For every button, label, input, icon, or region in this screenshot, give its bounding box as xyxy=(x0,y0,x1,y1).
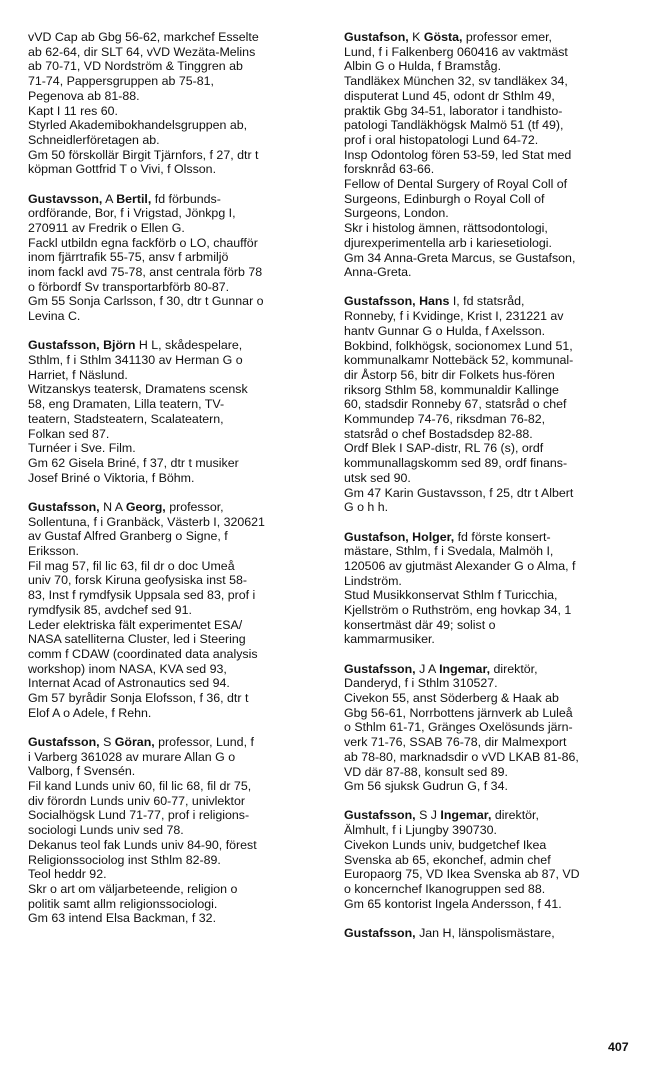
entry-line xyxy=(28,808,326,823)
entry-line xyxy=(28,338,326,353)
entry-surname: Gustafsson, xyxy=(28,499,100,514)
entry-line xyxy=(28,412,326,427)
entry-line xyxy=(344,735,642,750)
entry-text: VD där 87-88, konsult sed 89. xyxy=(344,764,508,779)
entry-text: 58, eng Dramaten, Lilla teatern, TV- xyxy=(28,397,225,412)
entry-text: Leder elektriska fält experimentet ESA/ xyxy=(28,617,243,632)
entry-initials: K xyxy=(412,30,421,44)
left-column xyxy=(28,30,326,941)
entry-line xyxy=(344,118,642,133)
entry-line xyxy=(344,397,642,412)
entry-surname: Gustafson, xyxy=(344,30,409,44)
entry-text: ordförande, Bor, f i Vrigstad, Jönkpg I, xyxy=(28,206,236,221)
entry-line xyxy=(344,779,642,794)
entry-initials: N A xyxy=(103,499,123,514)
entry-text: I, fd statsråd, xyxy=(449,294,525,309)
entry-text: Eriksson. xyxy=(28,544,79,558)
entry-text: Religionssociolog inst Sthlm 82-89. xyxy=(28,852,221,867)
entry-line xyxy=(28,45,326,60)
entry-text: Gm 63 intend Elsa Backman, f 32. xyxy=(28,911,217,926)
entry-line xyxy=(344,559,642,574)
entry-text: Sthlm, f i Sthlm 341130 av Herman G o xyxy=(28,353,243,368)
entry-line xyxy=(28,74,326,89)
entry-line xyxy=(344,838,642,853)
entry-text: djurexperimentella arb i kariesetiologi. xyxy=(344,235,552,250)
entry-line xyxy=(28,647,326,662)
entry-given-name: Holger, xyxy=(412,529,455,544)
entry-text: Gm 65 kontorist Ingela Andersson, f 41. xyxy=(344,896,562,911)
entry-text: 60, stadsdir Ronneby 67, statsråd o chef xyxy=(344,397,567,412)
entry-text: Kjellström o Ruthström, eng hovkap 34, 1 xyxy=(344,603,572,618)
entry-line xyxy=(344,486,642,501)
entry-line xyxy=(28,250,326,265)
biography-entry xyxy=(28,735,326,926)
entry-text: Sollentuna, f i Granbäck, Västerb I, 320621 xyxy=(28,514,265,529)
entry-text: professor emer, xyxy=(462,30,552,44)
entry-text: Bokbind, folkhögsk, socionomex Lund 51, xyxy=(344,338,573,353)
entry-text: o Sthlm 61-71, Gränges Oxelösunds järn- xyxy=(344,720,573,735)
entry-surname: Gustafsson, xyxy=(344,294,416,309)
entry-line xyxy=(344,309,642,324)
entry-line xyxy=(28,573,326,588)
entry-line xyxy=(344,750,642,765)
entry-text: Surgeons, London. xyxy=(344,206,449,221)
entry-text: Lund, f i Falkenberg 060416 av vaktmäst xyxy=(344,44,568,59)
entry-text: Gm 56 sjuksk Gudrun G, f 34. xyxy=(344,779,508,794)
entry-line xyxy=(28,603,326,618)
entry-line xyxy=(28,882,326,897)
entry-line xyxy=(344,441,642,456)
entry-surname: Gustafson, xyxy=(344,529,409,544)
entry-line xyxy=(28,206,326,221)
entry-line xyxy=(28,632,326,647)
entry-initials: Jan xyxy=(419,925,440,940)
entry-line xyxy=(344,588,642,603)
biography-entry xyxy=(344,926,642,941)
entry-text: vVD Cap ab Gbg 56-62, markchef Esselte xyxy=(28,30,259,44)
entry-text: Socialhögsk Lund 71-77, prof i religions- xyxy=(28,808,250,823)
entry-text: Skr i histolog ämnen, rättsodontologi, xyxy=(344,221,548,236)
entry-text: Josef Briné o Viktoria, f Böhm. xyxy=(28,470,195,485)
entry-line xyxy=(344,294,642,309)
entry-line xyxy=(344,412,642,427)
entry-given-name: Ingemar, xyxy=(439,661,491,676)
entry-text: Tandläkex München 32, sv tandläkex 34, xyxy=(344,74,568,89)
entry-line xyxy=(28,265,326,280)
entry-text: Schneidlerföretagen ab. xyxy=(28,132,160,147)
entry-text: konsertmäst där 49; solist o xyxy=(344,617,496,632)
entry-text: Danderyd, f i Sthlm 310527. xyxy=(344,676,498,691)
entry-line xyxy=(344,500,642,515)
entry-text: 71-74, Pappersgruppen ab 75-81, xyxy=(28,74,214,89)
entry-line xyxy=(28,867,326,882)
entry-line xyxy=(344,471,642,486)
entry-line xyxy=(28,471,326,486)
entry-line xyxy=(344,104,642,119)
entry-line xyxy=(28,368,326,383)
entry-line xyxy=(344,368,642,383)
entry-line xyxy=(28,911,326,926)
entry-line xyxy=(28,382,326,397)
entry-text: prof i oral histopatologi Lund 64-72. xyxy=(344,132,539,147)
entry-text: o förbordf Sv transportarbförb 80-87. xyxy=(28,279,230,294)
entry-text: Fackl utbildn egna fackförb o LO, chaufför xyxy=(28,235,258,250)
entry-text: praktik Gbg 34-51, laborator i tandhisto- xyxy=(344,103,563,118)
entry-line xyxy=(344,89,642,104)
entry-text: forsknråd 63-66. xyxy=(344,162,435,177)
entry-text: Folkan sed 87. xyxy=(28,426,110,441)
entry-text: o koncernchef Ikanogruppen sed 88. xyxy=(344,881,546,896)
entry-line xyxy=(28,676,326,691)
entry-text: Stud Musikkonservat Sthlm f Turicchia, xyxy=(344,588,558,603)
right-column xyxy=(344,30,642,955)
entry-line xyxy=(344,45,642,60)
entry-text: kommunalkamr Nottebäck 52, kommunal- xyxy=(344,353,574,368)
entry-text: inom fjärrtrafik 55-75, ansv f arbmiljö xyxy=(28,250,229,265)
entry-surname: Gustafsson, xyxy=(344,808,416,823)
entry-line xyxy=(28,735,326,750)
biography-entry xyxy=(28,30,326,177)
entry-text: Skr o art om väljarbeteende, religion o xyxy=(28,881,238,896)
entry-text: H L, skådespelare, xyxy=(135,338,243,353)
entry-line xyxy=(28,559,326,574)
entry-text: Gm 47 Karin Gustavsson, f 25, dtr t Albert xyxy=(344,485,574,500)
entry-line xyxy=(28,280,326,295)
entry-text: comm f CDAW (coordinated data analysis xyxy=(28,646,258,661)
entry-text: Fellow of Dental Surgery of Royal Coll of xyxy=(344,177,568,192)
entry-line xyxy=(344,720,642,735)
entry-text: 120506 av gjutmäst Alexander G o Alma, f xyxy=(344,558,576,573)
entry-text: köpman Gottfrid T o Vivi, f Olsson. xyxy=(28,162,217,177)
entry-line xyxy=(28,500,326,515)
entry-line xyxy=(28,148,326,163)
entry-text: univ 70, forsk Kiruna geofysiska inst 58- xyxy=(28,573,248,588)
entry-text: verk 71-76, SSAB 76-78, dir Malmexport xyxy=(344,735,567,750)
entry-line xyxy=(28,838,326,853)
entry-line xyxy=(344,324,642,339)
biography-entry xyxy=(28,192,326,324)
entry-line xyxy=(344,236,642,251)
entry-line xyxy=(28,529,326,544)
entry-text: politik samt allm religionssociologi. xyxy=(28,896,218,911)
entry-text: Valborg, f Svensén. xyxy=(28,764,136,779)
entry-text: Lindström. xyxy=(344,573,402,588)
entry-text: kommunallagskomm sed 89, ordf finans- xyxy=(344,456,568,471)
entry-text: statsråd o chef Bostadsdep 82-88. xyxy=(344,426,533,441)
entry-line xyxy=(28,764,326,779)
entry-line xyxy=(344,162,642,177)
entry-text: Harriet, f Näslund. xyxy=(28,367,128,382)
entry-text: ab 70-71, VD Nordström & Tinggren ab xyxy=(28,59,243,74)
entry-initials: A xyxy=(105,191,113,206)
entry-line xyxy=(344,618,642,633)
biography-entry xyxy=(28,338,326,485)
entry-text: direktör, xyxy=(491,808,539,823)
entry-line xyxy=(28,779,326,794)
entry-line xyxy=(344,265,642,280)
entry-text: Gm 62 Gisela Briné, f 37, dtr t musiker xyxy=(28,455,239,470)
entry-text: 83, Inst f rymdfysik Uppsala sed 83, prof i xyxy=(28,588,256,603)
entry-text: Insp Odontolog fören 53-59, led Stat med xyxy=(344,147,572,162)
entry-text: utsk sed 90. xyxy=(344,470,411,485)
entry-text: G o h h. xyxy=(344,500,389,515)
entry-text: fd förste konsert- xyxy=(454,529,551,544)
entry-line xyxy=(344,148,642,163)
entry-line xyxy=(344,823,642,838)
entry-surname: Gustafsson, xyxy=(344,925,416,940)
entry-line xyxy=(344,530,642,545)
entry-line xyxy=(28,118,326,133)
entry-text: Styrled Akademibokhandelsgruppen ab, xyxy=(28,118,248,133)
entry-line xyxy=(344,926,642,941)
entry-surname: Gustafsson, xyxy=(344,661,416,676)
entry-text: 270911 av Fredrik o Ellen G. xyxy=(28,220,185,235)
entry-text: av Gustaf Alfred Granberg o Signe, f xyxy=(28,529,228,544)
entry-initials: S J xyxy=(419,808,437,823)
entry-given-name: Georg, xyxy=(125,499,166,514)
entry-text: Civekon Lunds univ, budgetchef Ikea xyxy=(344,837,547,852)
entry-line xyxy=(28,441,326,456)
entry-text: hantv Gunnar G o Hulda, f Axelsson. xyxy=(344,323,546,338)
entry-line xyxy=(28,192,326,207)
entry-line xyxy=(344,808,642,823)
entry-line xyxy=(28,353,326,368)
entry-text: Gm 55 Sonja Carlsson, f 30, dtr t Gunnar o xyxy=(28,294,264,309)
entry-given-name: Göran, xyxy=(114,734,155,749)
biography-entry xyxy=(344,662,642,794)
entry-text: riksorg Sthlm 58, kommunaldir Kallinge xyxy=(344,382,559,397)
entry-text: direktör, xyxy=(490,661,538,676)
entry-line xyxy=(344,30,642,45)
entry-surname: Gustavsson, xyxy=(28,191,103,206)
entry-text: Teol heddr 92. xyxy=(28,867,107,882)
entry-line xyxy=(344,544,642,559)
entry-line xyxy=(28,89,326,104)
entry-line xyxy=(28,853,326,868)
entry-line xyxy=(344,676,642,691)
entry-line xyxy=(344,206,642,221)
entry-text: inom fackl avd 75-78, anst centrala förb 78 xyxy=(28,265,263,280)
entry-line xyxy=(28,59,326,74)
entry-line xyxy=(344,897,642,912)
entry-line xyxy=(28,794,326,809)
biography-entry xyxy=(344,30,642,280)
entry-line xyxy=(28,691,326,706)
entry-text: i Varberg 361028 av murare Allan G o xyxy=(28,749,236,764)
entry-line xyxy=(28,515,326,530)
entry-line xyxy=(28,588,326,603)
biography-entry xyxy=(28,500,326,721)
entry-surname: Gustafsson, xyxy=(28,734,100,749)
entry-line xyxy=(344,853,642,868)
entry-line xyxy=(28,221,326,236)
entry-text: Kommundep 74-76, riksdman 76-82, xyxy=(344,412,546,427)
entry-line xyxy=(28,750,326,765)
entry-text: Albin G o Hulda, f Bramståg. xyxy=(344,59,502,74)
entry-line xyxy=(28,706,326,721)
entry-line xyxy=(344,765,642,780)
entry-text: fd förbunds- xyxy=(151,191,221,206)
entry-text: teatern, Stadsteatern, Scalateatern, xyxy=(28,411,224,426)
entry-text: sociologi Lunds univ sed 78. xyxy=(28,823,184,838)
entry-line xyxy=(344,427,642,442)
biography-entry xyxy=(344,294,642,515)
entry-text: div förordn Lunds univ 60-77, univlektor xyxy=(28,793,245,808)
entry-line xyxy=(28,456,326,471)
entry-line xyxy=(344,353,642,368)
entry-text: kammarmusiker. xyxy=(344,632,435,647)
entry-line xyxy=(28,133,326,148)
biography-entry xyxy=(344,808,642,911)
entry-text: Europaorg 75, VD Ikea Svenska ab 87, VD xyxy=(344,867,580,882)
entry-line xyxy=(344,74,642,89)
entry-given-name: Gösta, xyxy=(423,30,463,44)
entry-line xyxy=(344,691,642,706)
entry-line xyxy=(28,823,326,838)
entry-given-name: Björn xyxy=(103,338,136,353)
entry-line xyxy=(344,706,642,721)
entry-line xyxy=(344,662,642,677)
entry-text: Fil kand Lunds univ 60, fil lic 68, fil dr 75, xyxy=(28,779,252,794)
entry-line xyxy=(28,162,326,177)
entry-text: rymdfysik 85, avdchef sed 91. xyxy=(28,602,192,617)
entry-text: Kapt I 11 res 60. xyxy=(28,103,119,118)
entry-text: Turnéer i Sve. Film. xyxy=(28,441,136,456)
entry-line xyxy=(344,251,642,266)
entry-initials: S xyxy=(103,734,112,749)
entry-text: Fil mag 57, fil lic 63, fil dr o doc Umeå xyxy=(28,558,235,573)
entry-line xyxy=(28,309,326,324)
entry-text: Dekanus teol fak Lunds univ 84-90, förest xyxy=(28,837,257,852)
entry-line xyxy=(344,192,642,207)
entry-surname: Gustafsson, xyxy=(28,338,100,353)
entry-line xyxy=(28,30,326,45)
entry-line xyxy=(344,133,642,148)
entry-text: Anna-Greta. xyxy=(344,265,412,280)
entry-text: workshop) inom NASA, KVA sed 93, xyxy=(28,661,227,676)
entry-text: Gm 57 byrådir Sonja Elofsson, f 36, dtr t xyxy=(28,691,249,706)
entry-line xyxy=(344,574,642,589)
entry-line xyxy=(28,397,326,412)
entry-text: Ronneby, f i Kvidinge, Krist I, 231221 av xyxy=(344,309,564,324)
entry-line xyxy=(28,544,326,559)
entry-line xyxy=(344,383,642,398)
entry-text: NASA satelliterna Cluster, led i Steering xyxy=(28,632,246,647)
entry-line xyxy=(344,882,642,897)
entry-line xyxy=(344,867,642,882)
entry-line xyxy=(28,236,326,251)
entry-line xyxy=(28,662,326,677)
entry-text: Svenska ab 65, ekonchef, admin chef xyxy=(344,852,551,867)
entry-text: ab 62-64, dir SLT 64, vVD Wezäta-Melins xyxy=(28,44,256,59)
entry-line xyxy=(28,897,326,912)
entry-text: Ordf Blek I SAP-distr, RL 76 (s), ordf xyxy=(344,441,544,456)
entry-initials: J A xyxy=(419,661,436,676)
biography-entry xyxy=(344,530,642,648)
entry-text: disputerat Lund 45, odont dr Sthlm 49, xyxy=(344,88,555,103)
entry-text: H, länspolismästare, xyxy=(439,925,555,940)
entry-text: Pegenova ab 81-88. xyxy=(28,88,140,103)
entry-text: Gm 34 Anna-Greta Marcus, se Gustafson, xyxy=(344,250,576,265)
entry-given-name: Hans xyxy=(419,294,450,309)
entry-text: Internat Acad of Astronautics sed 94. xyxy=(28,676,230,691)
entry-line xyxy=(344,59,642,74)
entry-text: mästare, Sthlm, f i Svedala, Malmöh I, xyxy=(344,544,554,559)
entry-text: Älmhult, f i Ljungby 390730. xyxy=(344,823,497,838)
entry-text: professor, Lund, f xyxy=(154,734,254,749)
entry-given-name: Ingemar, xyxy=(440,808,492,823)
entry-line xyxy=(344,603,642,618)
entry-text: Witzanskys teatersk, Dramatens scensk xyxy=(28,382,248,397)
entry-line xyxy=(28,427,326,442)
entry-line xyxy=(28,618,326,633)
entry-line xyxy=(344,221,642,236)
entry-line xyxy=(28,294,326,309)
entry-text: patologi Tandläkhögsk Malmö 51 (tf 49), xyxy=(344,118,564,133)
entry-text: Gbg 56-61, Norrbottens järnverk ab Luleå xyxy=(344,705,573,720)
entry-text: Elof A o Adele, f Rehn. xyxy=(28,705,152,720)
entry-line xyxy=(344,177,642,192)
entry-text: Civekon 55, anst Söderberg & Haak ab xyxy=(344,691,559,706)
entry-line xyxy=(344,456,642,471)
entry-line xyxy=(28,104,326,119)
entry-text: Gm 50 förskollär Birgit Tjärnfors, f 27, dtr t xyxy=(28,147,259,162)
entry-text: Levina C. xyxy=(28,309,81,324)
entry-text: dir Åstorp 56, bitr dir Folkets hus-fören xyxy=(344,367,555,382)
entry-line xyxy=(344,632,642,647)
entry-given-name: Bertil, xyxy=(116,191,152,206)
entry-line xyxy=(344,339,642,354)
entry-text: professor, xyxy=(165,499,224,514)
page-number: 407 xyxy=(608,1040,629,1054)
entry-text: Surgeons, Edinburgh o Royal Coll of xyxy=(344,191,545,206)
entry-text: ab 78-80, marknadsdir o vVD LKAB 81-86, xyxy=(344,749,579,764)
